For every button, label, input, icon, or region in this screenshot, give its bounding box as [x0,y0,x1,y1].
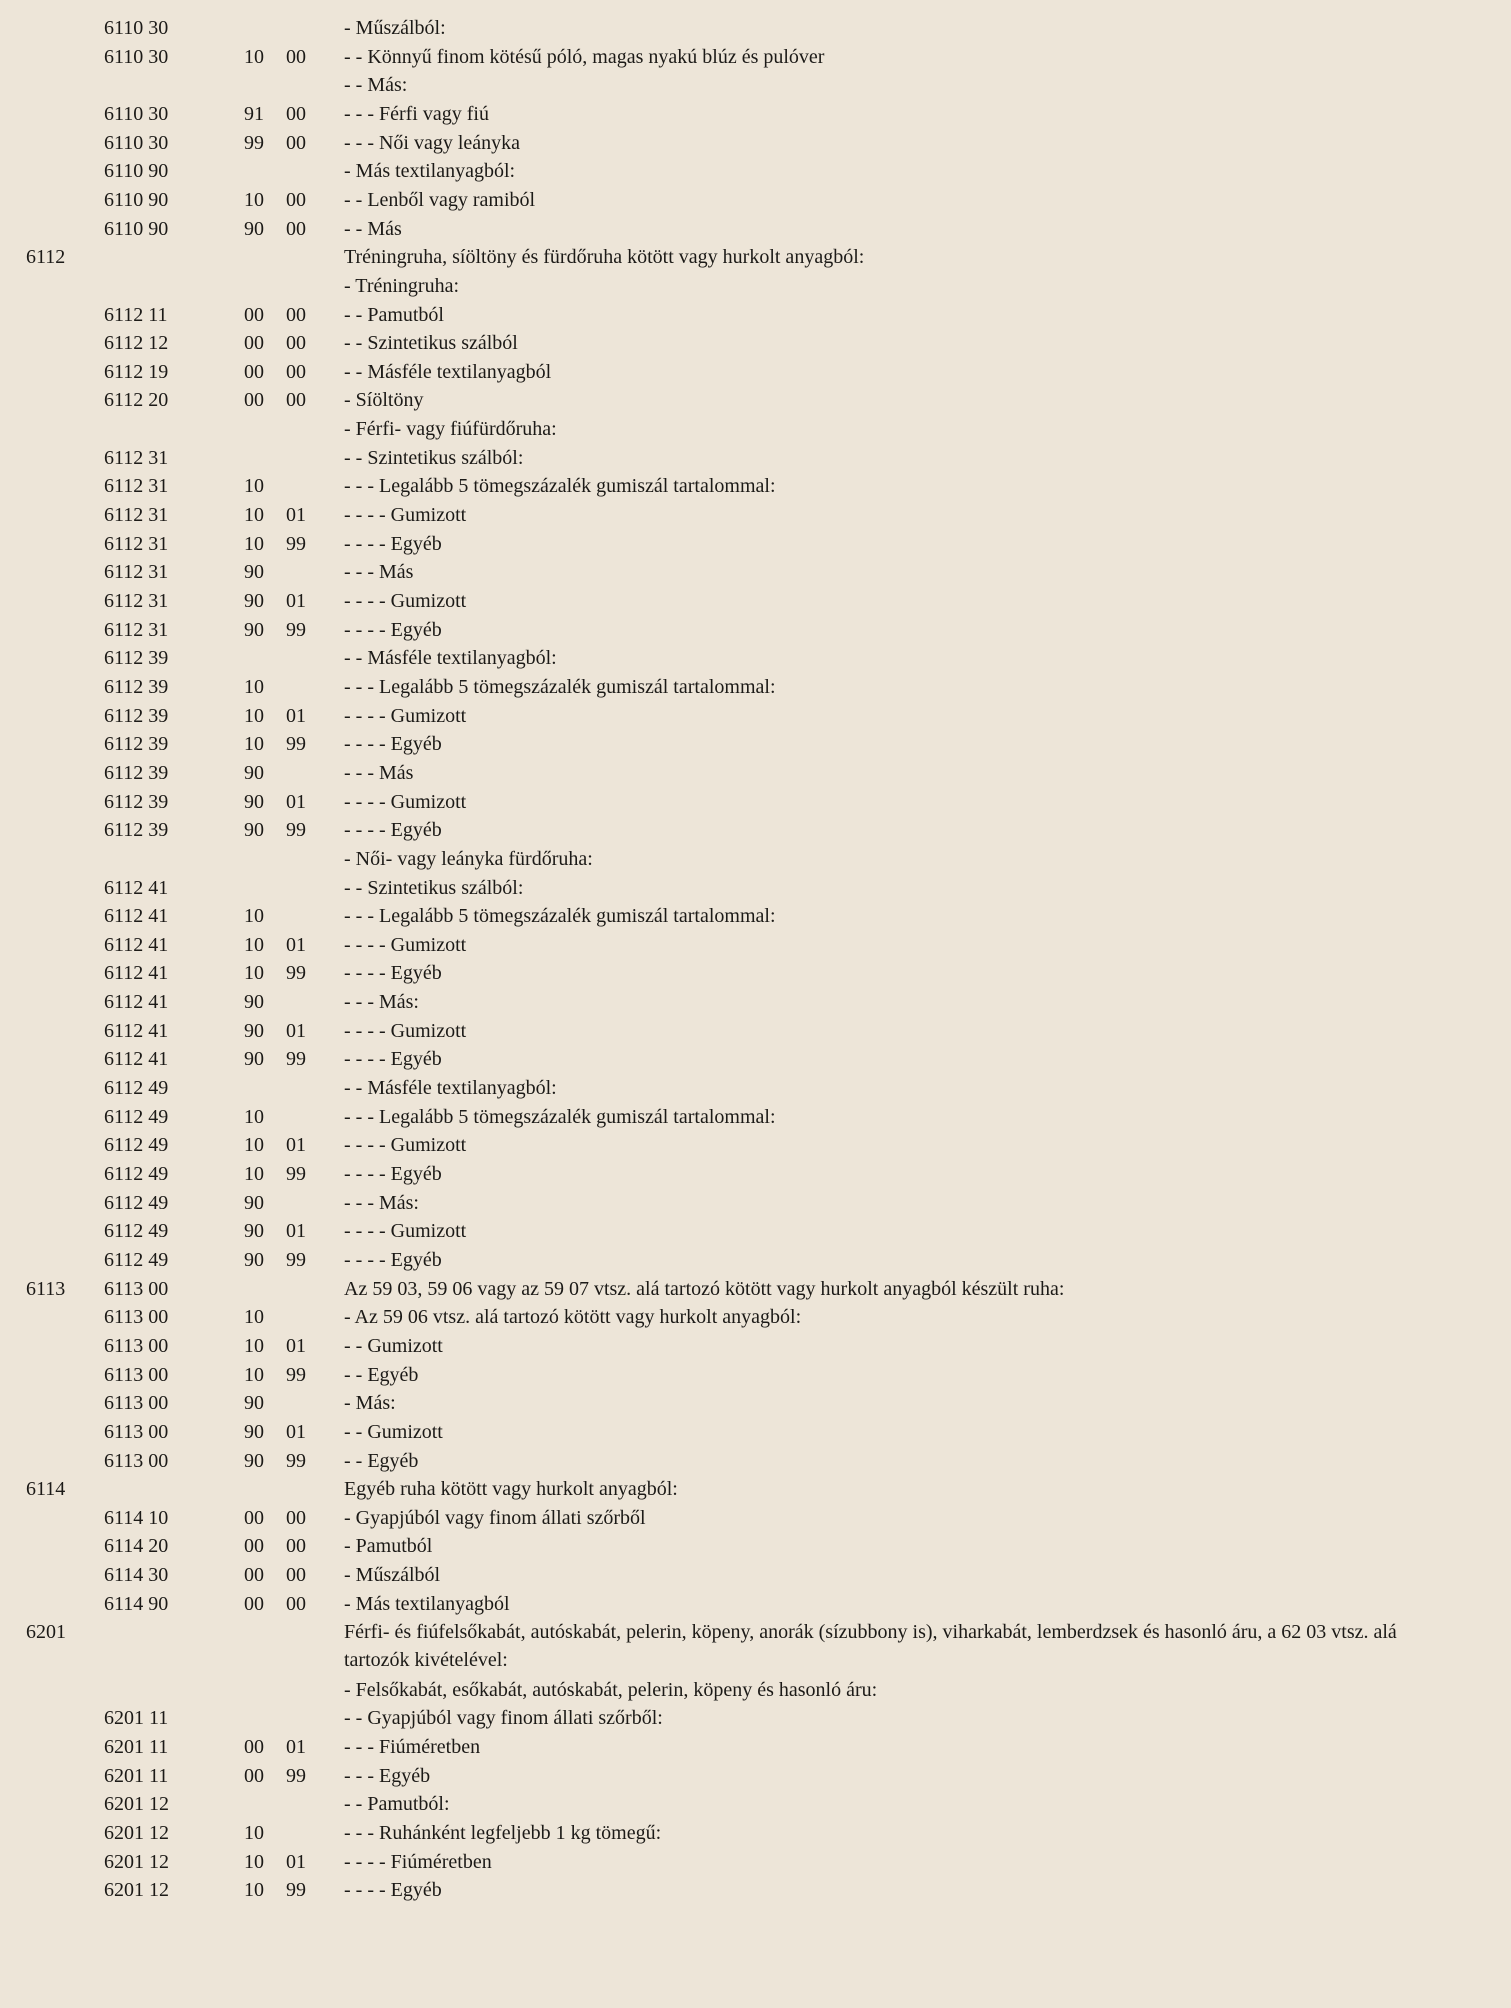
tariff-row [0,71,1511,99]
subcode-2: 01 [286,933,306,956]
tariff-row [0,415,1511,443]
subcode-2: 00 [286,217,306,240]
subcode-1: 10 [244,1163,264,1185]
item-description: - - Gumizott [344,1420,443,1443]
subcode-1: 10 [244,532,264,555]
tariff-row [0,587,1511,615]
tariff-row [0,959,1511,987]
tariff-code: 6112 39 [104,675,169,698]
subcode-1: 00 [244,1506,264,1529]
subcode-2: 99 [286,733,306,756]
tariff-code: 6113 00 [104,1334,169,1357]
tariff-code: 6110 30 [104,131,169,154]
subcode-2: 00 [286,303,306,326]
subcode-1: 00 [244,1592,264,1615]
tariff-code: 6201 12 [104,1850,169,1873]
tariff-row [0,1618,1511,1672]
subcode-2: 99 [286,1879,306,1902]
subcode-2: 01 [286,590,306,612]
tariff-code: 6112 31 [104,504,169,527]
subcode-2: 00 [286,45,306,68]
subcode-1: 10 [244,1850,264,1873]
item-description: - - - Legalább 5 tömegszázalék gumiszál tartalommal: [344,1105,776,1128]
tariff-code: 6114 90 [104,1592,169,1615]
tariff-row [0,1848,1511,1876]
item-description: - - Egyéb [344,1449,419,1472]
subcode-1: 90 [244,1392,264,1415]
subcode-1: 90 [244,618,264,641]
item-description: - - - - Gumizott [344,1220,467,1243]
tariff-row [0,386,1511,414]
tariff-code: 6112 41 [104,933,169,956]
item-description: - Az 59 06 vtsz. alá tartozó kötött vagy hurkolt anyagból: [344,1306,802,1329]
subcode-1: 90 [244,819,264,842]
subcode-1: 10 [244,1821,264,1844]
item-description: - - - Női vagy leányka [344,131,521,154]
tariff-code: 6114 30 [104,1564,169,1587]
tariff-row [0,358,1511,386]
item-description: - Síöltöny [344,389,424,412]
item-description: - - Pamutból [344,303,444,326]
tariff-row [0,644,1511,672]
item-description: - Műszálból [344,1564,441,1587]
tariff-row [0,1447,1511,1475]
subcode-1: 10 [244,1105,264,1128]
subcode-1: 90 [244,1449,264,1472]
tariff-code: 6112 41 [104,876,169,899]
subcode-1: 10 [244,1306,264,1329]
item-description: - Férfi- vagy fiúfürdőruha: [344,418,557,441]
tariff-row [0,1389,1511,1417]
tariff-code: 6113 00 [104,1277,169,1300]
subcode-2: 99 [286,1764,306,1787]
subcode-1: 90 [244,1248,264,1271]
tariff-code: 6201 11 [104,1736,169,1758]
tariff-code: 6110 90 [104,160,169,183]
tariff-code: 6112 41 [104,991,169,1014]
heading-number: 6201 [26,1621,66,1644]
subcode-1: 10 [244,1134,264,1157]
item-description: - Pamutból [344,1535,433,1558]
item-description: - - Másféle textilanyagból: [344,1077,557,1100]
tariff-row [0,444,1511,472]
tariff-code: 6112 31 [104,532,169,555]
tariff-row [0,1074,1511,1102]
item-description: - - Egyéb [344,1363,419,1386]
tariff-code: 6112 49 [104,1191,169,1214]
subcode-2: 99 [286,532,306,555]
item-description: - - - - Gumizott [344,704,467,727]
subcode-1: 10 [244,933,264,956]
tariff-code: 6112 31 [104,446,169,469]
subcode-1: 00 [244,1535,264,1558]
tariff-row [0,1275,1511,1303]
subcode-1: 10 [244,504,264,527]
subcode-1: 00 [244,1764,264,1787]
tariff-row [0,1532,1511,1560]
tariff-row [0,816,1511,844]
tariff-code: 6110 90 [104,217,169,240]
subcode-2: 01 [286,1134,306,1157]
subcode-1: 00 [244,303,264,326]
subcode-2: 00 [286,102,306,125]
subcode-2: 01 [286,504,306,527]
subcode-1: 90 [244,561,264,584]
subcode-1: 90 [244,991,264,1014]
tariff-code: 6112 49 [104,1105,169,1128]
item-description: - - Más [344,217,402,240]
tariff-code: 6112 49 [104,1134,169,1157]
subcode-1: 10 [244,704,264,727]
heading-number: 6113 [26,1277,66,1300]
tariff-row [0,1131,1511,1159]
tariff-code: 6201 11 [104,1764,169,1787]
subcode-1: 91 [244,102,264,125]
subcode-2: 99 [286,618,306,641]
item-description: - - - - Gumizott [344,1134,467,1157]
tariff-row [0,1676,1511,1704]
tariff-row [0,215,1511,243]
subcode-1: 10 [244,1334,264,1357]
item-description: - - - - Egyéb [344,962,442,985]
tariff-code: 6113 00 [104,1363,169,1386]
tariff-row [0,1790,1511,1818]
tariff-row [0,759,1511,787]
tariff-code: 6112 49 [104,1163,169,1185]
subcode-1: 90 [244,761,264,784]
tariff-row [0,902,1511,930]
tariff-row [0,558,1511,586]
tariff-row [0,243,1511,271]
tariff-code: 6112 49 [104,1248,169,1271]
tariff-code: 6201 12 [104,1821,169,1844]
item-description: - Más textilanyagból: [344,160,516,183]
tariff-code: 6112 39 [104,647,169,670]
subcode-2: 01 [286,1736,306,1758]
item-description: - - - - Egyéb [344,1248,442,1271]
item-description: - Tréningruha: [344,274,459,297]
tariff-row [0,1017,1511,1045]
tariff-code: 6110 30 [104,17,169,39]
tariff-row [0,186,1511,214]
item-description: - - - - Egyéb [344,1048,442,1071]
subcode-2: 00 [286,1535,306,1558]
tariff-row [0,1246,1511,1274]
tariff-code: 6112 31 [104,618,169,641]
subcode-1: 10 [244,45,264,68]
subcode-1: 00 [244,360,264,383]
tariff-row [0,1475,1511,1503]
item-description: - Női- vagy leányka fürdőruha: [344,847,593,870]
tariff-code: 6112 41 [104,1019,169,1042]
tariff-row [0,1504,1511,1532]
subcode-2: 01 [286,1220,306,1243]
tariff-code: 6201 12 [104,1879,169,1902]
tariff-row [0,1704,1511,1732]
tariff-row [0,1045,1511,1073]
subcode-2: 99 [286,1449,306,1472]
item-description: Az 59 03, 59 06 vagy az 59 07 vtsz. alá tartozó kötött vagy hurkolt anyagból készült ruha: [344,1277,1065,1300]
tariff-row [0,100,1511,128]
item-description: - - Gumizott [344,1334,443,1357]
tariff-row [0,157,1511,185]
item-description: Férfi- és fiúfelsőkabát, autóskabát, pelerin, köpeny, anorák (sízubbony is), viharkabát, lemberdzsek és hasonló áru, a 62 03 vtsz. alá tartozók kivételével: [344,1621,1397,1672]
tariff-row [0,14,1511,42]
tariff-row [0,129,1511,157]
tariff-code: 6112 49 [104,1077,169,1100]
tariff-row [0,616,1511,644]
tariff-row [0,874,1511,902]
heading-number: 6114 [26,1478,66,1501]
subcode-1: 10 [244,905,264,928]
subcode-1: 90 [244,1420,264,1443]
subcode-1: 00 [244,1564,264,1587]
item-description: Tréningruha, síöltöny és fürdőruha kötött vagy hurkolt anyagból: [344,246,865,269]
subcode-1: 90 [244,1220,264,1243]
item-description: - - - - Gumizott [344,1019,467,1042]
subcode-2: 99 [286,1048,306,1071]
item-description: - - - Ruhánként legfeljebb 1 kg tömegű: [344,1821,662,1844]
subcode-1: 00 [244,389,264,412]
item-description: - - Gyapjúból vagy finom állati szőrből: [344,1707,663,1730]
tariff-row [0,1160,1511,1188]
item-description: - - - Fiúméretben [344,1736,481,1758]
subcode-1: 90 [244,590,264,612]
tariff-code: 6112 39 [104,733,169,756]
tariff-row [0,1418,1511,1446]
item-description: - - - - Egyéb [344,532,442,555]
item-description: - - - Más: [344,991,419,1014]
tariff-row [0,988,1511,1016]
heading-number: 6112 [26,246,66,269]
item-description: - - - - Gumizott [344,504,467,527]
subcode-2: 01 [286,790,306,813]
subcode-1: 00 [244,1736,264,1758]
item-description: - - Pamutból: [344,1793,450,1816]
subcode-1: 10 [244,1363,264,1386]
tariff-row [0,530,1511,558]
item-description: - - - Egyéb [344,1764,431,1787]
item-description: Egyéb ruha kötött vagy hurkolt anyagból: [344,1478,678,1501]
subcode-2: 01 [286,1019,306,1042]
tariff-code: 6114 10 [104,1506,169,1529]
tariff-code: 6110 30 [104,45,169,68]
tariff-row [0,730,1511,758]
item-description: - - - - Fiúméretben [344,1850,492,1873]
tariff-code: 6113 00 [104,1449,169,1472]
subcode-1: 10 [244,675,264,698]
tariff-row [0,1103,1511,1131]
item-description: - - - Legalább 5 tömegszázalék gumiszál tartalommal: [344,675,776,698]
subcode-2: 01 [286,1420,306,1443]
subcode-1: 90 [244,790,264,813]
tariff-row [0,1733,1511,1761]
item-description: - - Könnyű finom kötésű póló, magas nyakú blúz és pulóver [344,45,825,68]
tariff-code: 6112 11 [104,303,168,326]
subcode-2: 00 [286,389,306,412]
item-description: - - - Más: [344,1191,419,1214]
subcode-2: 99 [286,962,306,985]
tariff-row [0,1876,1511,1904]
subcode-1: 10 [244,475,264,498]
subcode-1: 90 [244,1019,264,1042]
item-description: - - - - Egyéb [344,618,442,641]
tariff-code: 6114 20 [104,1535,169,1558]
subcode-1: 10 [244,733,264,756]
tariff-code: 6112 39 [104,704,169,727]
subcode-2: 01 [286,704,306,727]
tariff-code: 6112 20 [104,389,169,412]
tariff-row [0,702,1511,730]
item-description: - - Lenből vagy ramiból [344,188,536,211]
subcode-1: 10 [244,1879,264,1902]
tariff-row [0,472,1511,500]
tariff-row [0,1361,1511,1389]
tariff-row [0,1189,1511,1217]
tariff-row [0,272,1511,300]
item-description: - - Szintetikus szálból [344,332,518,355]
tariff-code: 6112 39 [104,790,169,813]
subcode-2: 01 [286,1334,306,1357]
item-description: - - - Legalább 5 tömegszázalék gumiszál tartalommal: [344,475,776,498]
item-description: - Gyapjúból vagy finom állati szőrből [344,1506,646,1529]
tariff-row [0,931,1511,959]
item-description: - - - - Gumizott [344,933,467,956]
tariff-code: 6113 00 [104,1420,169,1443]
item-description: - - Szintetikus szálból: [344,446,524,469]
item-description: - - Másféle textilanyagból: [344,647,557,670]
tariff-row [0,1561,1511,1589]
tariff-code: 6112 39 [104,819,169,842]
tariff-code: 6112 41 [104,1048,169,1071]
tariff-code: 6201 12 [104,1793,169,1816]
item-description: - Más textilanyagból [344,1592,510,1615]
tariff-code: 6112 39 [104,761,169,784]
item-description: - - - Legalább 5 tömegszázalék gumiszál tartalommal: [344,905,776,928]
tariff-row [0,788,1511,816]
subcode-2: 99 [286,1363,306,1386]
tariff-code: 6112 31 [104,561,169,584]
subcode-2: 01 [286,1850,306,1873]
tariff-row [0,1217,1511,1245]
item-description: - - - - Egyéb [344,733,442,756]
item-description: - Felsőkabát, esőkabát, autóskabát, pelerin, köpeny és hasonló áru: [344,1678,878,1701]
tariff-code: 6110 30 [104,102,169,125]
tariff-row [0,43,1511,71]
item-description: - - - - Gumizott [344,590,467,612]
item-description: - - - - Egyéb [344,1879,442,1902]
tariff-row [0,1303,1511,1331]
item-description: - Más: [344,1392,396,1415]
subcode-1: 90 [244,217,264,240]
subcode-2: 00 [286,1506,306,1529]
item-description: - - - Más [344,561,414,584]
item-description: - - Szintetikus szálból: [344,876,524,899]
tariff-row [0,301,1511,329]
subcode-1: 10 [244,188,264,211]
tariff-code: 6112 49 [104,1220,169,1243]
tariff-row [0,501,1511,529]
subcode-2: 99 [286,819,306,842]
tariff-code: 6113 00 [104,1306,169,1329]
subcode-2: 99 [286,1248,306,1271]
subcode-1: 90 [244,1191,264,1214]
item-description: - Műszálból: [344,17,446,39]
subcode-2: 00 [286,131,306,154]
tariff-code: 6112 41 [104,962,169,985]
subcode-2: 00 [286,360,306,383]
subcode-2: 00 [286,1592,306,1615]
item-description: - - Más: [344,74,408,97]
item-description: - - Másféle textilanyagból [344,360,552,383]
tariff-row [0,329,1511,357]
tariff-row [0,673,1511,701]
item-description: - - - - Gumizott [344,790,467,813]
tariff-code: 6112 31 [104,590,169,612]
tariff-code: 6110 90 [104,188,169,211]
subcode-2: 00 [286,1564,306,1587]
subcode-2: 00 [286,332,306,355]
item-description: - - - Férfi vagy fiú [344,102,489,125]
tariff-code: 6112 41 [104,905,169,928]
tariff-row [0,1590,1511,1618]
item-description: - - - Más [344,761,414,784]
tariff-row [0,845,1511,873]
item-description: - - - - Egyéb [344,819,442,842]
tariff-code: 6112 31 [104,475,169,498]
subcode-1: 10 [244,962,264,985]
subcode-2: 00 [286,188,306,211]
item-description: - - - - Egyéb [344,1163,442,1185]
subcode-1: 99 [244,131,264,154]
tariff-row [0,1819,1511,1847]
tariff-row [0,1332,1511,1360]
subcode-2: 99 [286,1163,306,1185]
tariff-code: 6113 00 [104,1392,169,1415]
tariff-code: 6112 12 [104,332,169,355]
tariff-code: 6112 19 [104,360,169,383]
subcode-1: 90 [244,1048,264,1071]
tariff-code: 6201 11 [104,1707,169,1730]
tariff-row [0,1762,1511,1790]
subcode-1: 00 [244,332,264,355]
